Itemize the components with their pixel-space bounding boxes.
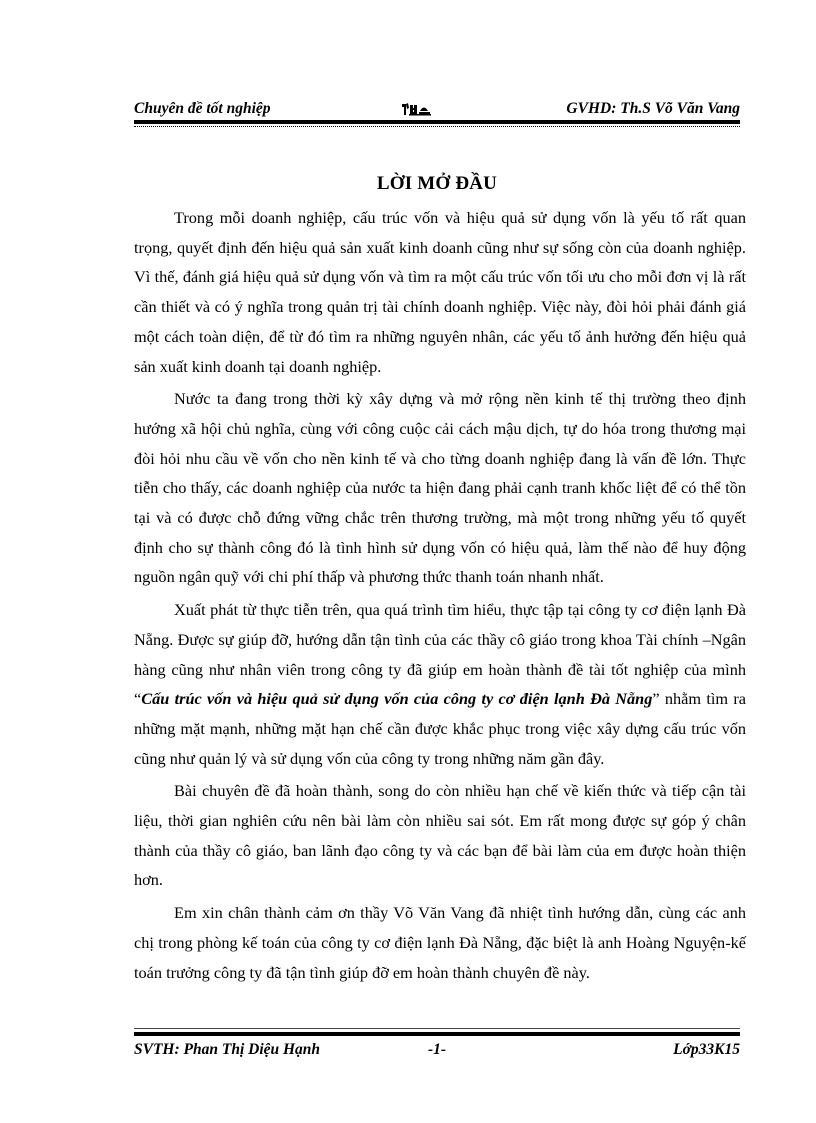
page-footer: [134, 1040, 740, 1060]
decorative-logo-icon: [401, 102, 435, 116]
paragraph-5: Em xin chân thành cảm ơn thầy Võ Văn Vang đã nhiệt tình hướng dẫn, cùng các anh chị trong phòng kế toán của công ty cơ điện lạnh Đà Nẵng, đặc biệt là anh Hoàng Nguyện-kế toán trưởng công ty đã tận tình giúp đỡ em hoàn thành chuyên đề này.: [134, 903, 746, 982]
page-header: [134, 99, 740, 119]
footer-class-label: Lớp33K15: [673, 1041, 740, 1058]
header-rule-dotted: [134, 126, 740, 127]
thesis-title-emphasis: Cấu trúc vốn và hiệu quả sử dụng vốn của công ty cơ điện lạnh Đà Nẵng: [141, 689, 653, 709]
paragraph-4: Bài chuyên đề đã hoàn thành, song do còn nhiều hạn chế về kiến thức và tiếp cận tài liệu, thời gian nghiên cứu nên bài làm còn nhiều sai sót. Em rất mong được sự góp ý chân thành của thầy cô giáo, ban lãnh đạo công ty và các bạn để bài làm của em được hoàn thiện hơn.: [134, 781, 746, 890]
document-body: [134, 203, 746, 990]
header-advisor-label: GVHD: Th.S Võ Văn Vang: [566, 100, 740, 117]
footer-student-label: SVTH: Phan Thị Diệu Hạnh: [134, 1041, 321, 1058]
header-course-label: Chuyên đề tốt nghiệp: [134, 100, 271, 117]
page-title: LỜI MỞ ĐẦU: [376, 173, 498, 194]
paragraph-3-text-before: Xuất phát từ thực tiễn trên, qua quá trình tìm hiểu, thực tập tại công ty cơ điện lạnh Đà Nẵng. Được sự giúp đỡ, hướng dẫn tận tình của các thầy cô giáo trong khoa Tài chính –Ngân hàng cũng như nhân viên trong công ty đã giúp em hoàn thành đề tài tốt nghiệp của mình “: [134, 600, 746, 709]
header-logo-glyph: [401, 99, 435, 119]
page-number: -1-: [428, 1041, 447, 1058]
header-rule-thick: [134, 120, 740, 124]
paragraph-3: [134, 595, 746, 773]
footer-rule-thin: [134, 1028, 740, 1029]
paragraph-2: Nước ta đang trong thời kỳ xây dựng và mở rộng nền kinh tế thị trường theo định hướng xã hội chủ nghĩa, cùng với công cuộc cải cách mậu dịch, tự do hóa trong thương mại đòi hỏi nhu cầu về vốn cho nền kinh tế và cho từng doanh nghiệp đang là vấn đề lớn. Thực tiễn cho thấy, các doanh nghiệp của nước ta hiện đang phải cạnh tranh khốc liệt để có thể tồn tại và có được chỗ đứng vững chắc trên thương trường, mà một trong những yếu tố quyết định cho sự thành công đó là tình hình sử dụng vốn có hiệu quả, làm thế nào để huy động nguồn ngân quỹ với chi phí thấp và phương thức thanh toán nhanh nhất.: [134, 389, 746, 587]
paragraph-3-text-after: ” nhằm tìm ra những mặt mạnh, những mặt hạn chế cần được khắc phục trong việc xây dựng cấu trúc vốn cũng như quản lý và sử dụng vốn của công ty trong những năm gần đây.: [134, 689, 747, 768]
paragraph-1: Trong mỗi doanh nghiệp, cấu trúc vốn và hiệu quả sử dụng vốn là yếu tố rất quan trọng, quyết định đến hiệu quả sản xuất kinh doanh cũng như sự sống còn của doanh nghiệp. Vì thế, đánh giá hiệu quả sử dụng vốn và tìm ra một cấu trúc vốn tối ưu cho mỗi đơn vị là rất cần thiết và có ý nghĩa trong quản trị tài chính doanh nghiệp. Việc này, đòi hỏi phải đánh giá một cách toàn diện, để từ đó tìm ra những nguyên nhân, các yếu tố ảnh hưởng đến hiệu quả sản xuất kinh doanh tại doanh nghiệp.: [134, 208, 746, 376]
footer-rule-thick: [134, 1032, 740, 1036]
